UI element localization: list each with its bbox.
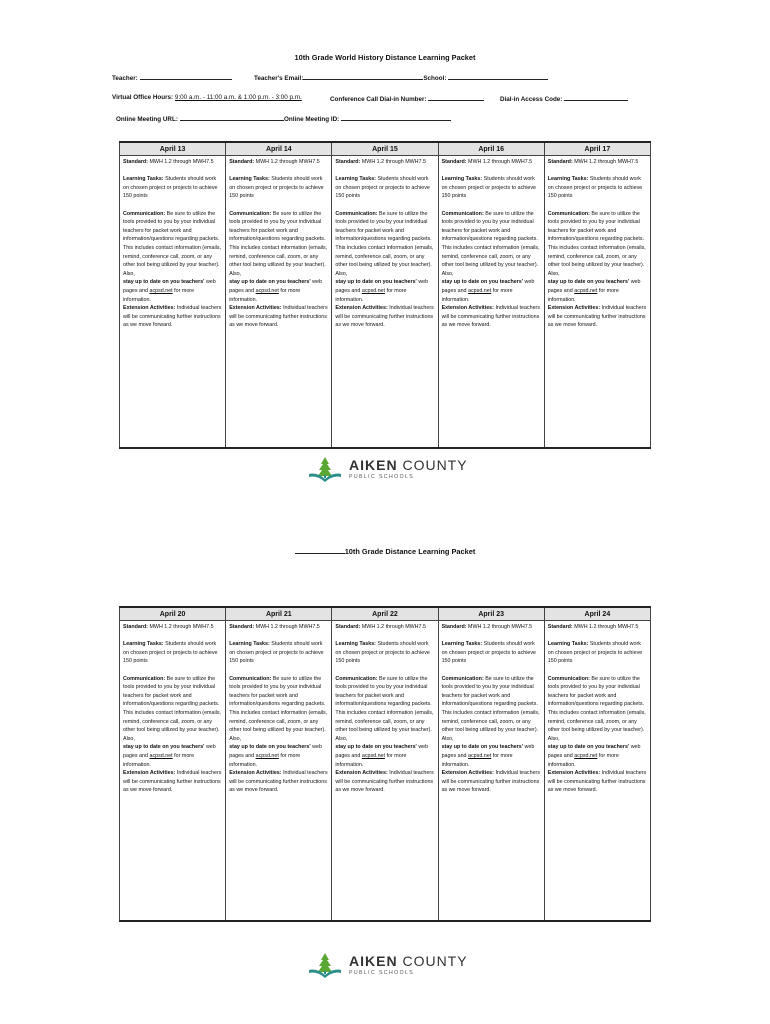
day-cell [332, 621, 438, 922]
day-header: April 15 [332, 142, 438, 156]
contact-info: This includes contact information (emails, remind, conference call, zoom, or any other tool being utilized by your teacher). Also, [229, 709, 328, 742]
week1-header-row [120, 142, 651, 156]
day-header: April 23 [438, 607, 544, 621]
extension-activities: Extension Activities: Individual teachers will be communicating further instructions as we move forward. [547, 770, 647, 794]
meeting-id-field[interactable] [341, 114, 451, 121]
web-pages: stay up to date on you teachers' web pages and acpsd.net for more information. [441, 744, 535, 768]
day-header: April 24 [544, 607, 650, 621]
standard: Standard: MWH 1.2 through MWH7.5 [547, 624, 639, 630]
teacher-email-line [254, 73, 548, 82]
communication: Communication: Be sure to utilize the tools provided to you by your individual teachers for packet work and information/questions regarding packets. [547, 210, 644, 243]
day-cell [544, 621, 650, 922]
meeting-id-label: Online Meeting ID: [284, 116, 340, 123]
logo-name: AIKEN COUNTY [349, 953, 468, 969]
communication: Communication: Be sure to utilize the tools provided to you by your individual teachers for packet work and information/questions regarding packets. [441, 210, 538, 243]
teacher-field[interactable] [140, 73, 232, 80]
acpsd-link[interactable]: acpsd.net [255, 287, 279, 294]
packet2-title: 10th Grade Distance Learning Packet [0, 547, 770, 556]
office-hours-label: Virtual Office Hours: [112, 94, 174, 101]
communication: Communication: Be sure to utilize the tools provided to you by your individual teachers for packet work and information/questions regarding packets. [335, 675, 432, 708]
logo-text [349, 458, 468, 480]
communication: Communication: Be sure to utilize the tools provided to you by your individual teachers for packet work and information/questions regarding packets. [123, 210, 220, 243]
learning-tasks: Learning Tasks: Students should work on chosen project or projects to achieve 150 points [335, 641, 430, 665]
office-hours-value: 9:00 a.m. - 11:00 a.m. & 1:00 p.m. - 3:00 p.m. [174, 94, 302, 101]
extension-activities: Extension Activities: Individual teachers will be communicating further instructions as we move forward. [229, 770, 328, 794]
week2-body-row [120, 621, 651, 922]
web-pages: stay up to date on you teachers' web pages and acpsd.net for more information. [229, 279, 322, 303]
standard: Standard: MWH 1.2 through MWH7.5 [335, 159, 426, 165]
acpsd-link[interactable]: acpsd.net [149, 752, 173, 759]
meeting-id-line [284, 114, 451, 123]
communication: Communication: Be sure to utilize the tools provided to you by your individual teachers for packet work and information/questions regarding packets. [229, 675, 326, 708]
learning-tasks: Learning Tasks: Students should work on chosen project or projects to achieve 150 points [547, 641, 643, 665]
acpsd-link[interactable]: acpsd.net [574, 752, 598, 759]
contact-info: This includes contact information (emails, remind, conference call, zoom, or any other tool being utilized by your teacher). Also, [229, 244, 328, 277]
web-pages: stay up to date on you teachers' web pages and acpsd.net for more information. [547, 744, 641, 768]
day-header: April 14 [226, 142, 332, 156]
logo-name: AIKEN COUNTY [349, 457, 468, 473]
learning-tasks: Learning Tasks: Students should work on chosen project or projects to achieve 150 points [229, 641, 324, 665]
teacher-email-field[interactable] [303, 73, 423, 80]
access-code-field[interactable] [564, 94, 628, 101]
access-code-line [500, 94, 628, 103]
contact-info: This includes contact information (emails, remind, conference call, zoom, or any other tool being utilized by your teacher). Also, [441, 244, 540, 277]
extension-activities: Extension Activities: Individual teachers will be communicating further instructions as we move forward. [441, 770, 540, 794]
contact-info: This includes contact information (emails, remind, conference call, zoom, or any other tool being utilized by your teacher). Also, [335, 709, 434, 742]
day-header: April 20 [120, 607, 226, 621]
standard: Standard: MWH 1.2 through MWH7.5 [335, 624, 426, 630]
dial-in-line [330, 94, 484, 103]
web-pages: stay up to date on you teachers' web pages and acpsd.net for more information. [335, 279, 429, 303]
contact-info: This includes contact information (emails, remind, conference call, zoom, or any other tool being utilized by your teacher). Also, [123, 244, 222, 277]
web-pages: stay up to date on you teachers' web pages and acpsd.net for more information. [441, 279, 535, 303]
learning-tasks: Learning Tasks: Students should work on chosen project or projects to achieve 150 points [123, 176, 218, 200]
extension-activities: Extension Activities: Individual teachers will be communicating further instructions as we move forward. [123, 770, 222, 794]
standard: Standard: MWH 1.2 through MWH7.5 [547, 159, 639, 165]
extension-activities: Extension Activities: Individual teachers will be communicating further instructions as we move forward. [335, 305, 434, 329]
aiken-county-logo [307, 951, 468, 979]
extension-activities: Extension Activities: Individual teachers will be communicating further instructions as we move forward. [335, 770, 434, 794]
contact-info: This includes contact information (emails, remind, conference call, zoom, or any other tool being utilized by your teacher). Also, [335, 244, 434, 277]
logo-subtitle: PUBLIC SCHOOLS [349, 970, 415, 976]
acpsd-link[interactable]: acpsd.net [149, 287, 173, 294]
acpsd-link[interactable]: acpsd.net [468, 287, 492, 294]
communication: Communication: Be sure to utilize the tools provided to you by your individual teachers for packet work and information/questions regarding packets. [441, 675, 538, 708]
school-label: School: [423, 75, 447, 82]
week2-schedule-table [119, 606, 651, 922]
contact-info: This includes contact information (emails, remind, conference call, zoom, or any other tool being utilized by your teacher). Also, [123, 709, 222, 742]
standard: Standard: MWH 1.2 through MWH7.5 [123, 624, 214, 630]
acpsd-link[interactable]: acpsd.net [361, 752, 386, 759]
day-header: April 22 [332, 607, 438, 621]
acpsd-link[interactable]: acpsd.net [574, 287, 598, 294]
dial-in-field[interactable] [428, 94, 484, 101]
meeting-url-line [116, 114, 284, 123]
day-cell [332, 156, 438, 449]
acpsd-link[interactable]: acpsd.net [468, 752, 492, 759]
learning-tasks: Learning Tasks: Students should work on chosen project or projects to achieve 150 points [123, 641, 218, 665]
standard: Standard: MWH 1.2 through MWH7.5 [229, 159, 320, 165]
logo-subtitle: PUBLIC SCHOOLS [349, 474, 415, 480]
standard: Standard: MWH 1.2 through MWH7.5 [441, 159, 533, 165]
acpsd-link[interactable]: acpsd.net [361, 287, 386, 294]
communication: Communication: Be sure to utilize the tools provided to you by your individual teachers for packet work and information/questions regarding packets. [335, 210, 432, 243]
learning-tasks: Learning Tasks: Students should work on chosen project or projects to achieve 150 points [441, 641, 537, 665]
day-cell [438, 621, 544, 922]
day-header: April 13 [120, 142, 226, 156]
packet2-title-underline [295, 547, 345, 554]
acpsd-link[interactable]: acpsd.net [255, 752, 279, 759]
contact-info: This includes contact information (emails, remind, conference call, zoom, or any other tool being utilized by your teacher). Also, [441, 709, 540, 742]
communication: Communication: Be sure to utilize the tools provided to you by your individual teachers for packet work and information/questions regarding packets. [547, 675, 644, 708]
day-header: April 17 [544, 142, 650, 156]
day-cell [438, 156, 544, 449]
communication: Communication: Be sure to utilize the tools provided to you by your individual teachers for packet work and information/questions regarding packets. [123, 675, 220, 708]
office-hours-line [112, 94, 302, 101]
day-header: April 21 [226, 607, 332, 621]
school-field[interactable] [448, 73, 548, 80]
meeting-url-label: Online Meeting URL: [116, 116, 178, 123]
communication: Communication: Be sure to utilize the tools provided to you by your individual teachers for packet work and information/questions regarding packets. [229, 210, 326, 243]
learning-tasks: Learning Tasks: Students should work on chosen project or projects to achieve 150 points [229, 176, 324, 200]
teacher-email-label: Teacher's Email: [254, 75, 304, 82]
learning-tasks: Learning Tasks: Students should work on chosen project or projects to achieve 150 points [441, 176, 537, 200]
packet1-title: 10th Grade World History Distance Learning Packet [294, 53, 476, 62]
teacher-label: Teacher: [112, 75, 138, 82]
day-cell [544, 156, 650, 449]
contact-info: This includes contact information (emails, remind, conference call, zoom, or any other tool being utilized by your teacher). Also, [547, 244, 646, 277]
contact-info: This includes contact information (emails, remind, conference call, zoom, or any other tool being utilized by your teacher). Also, [547, 709, 646, 742]
day-header: April 16 [438, 142, 544, 156]
aiken-county-book-tree-icon [307, 951, 343, 979]
learning-tasks: Learning Tasks: Students should work on chosen project or projects to achieve 150 points [335, 176, 430, 200]
day-cell [226, 621, 332, 922]
aiken-county-logo [307, 455, 468, 483]
week1-schedule-table [119, 141, 651, 449]
standard: Standard: MWH 1.2 through MWH7.5 [441, 624, 533, 630]
logo-text [349, 954, 468, 976]
web-pages: stay up to date on you teachers' web pages and acpsd.net for more information. [123, 744, 216, 768]
extension-activities: Extension Activities: Individual teachers will be communicating further instructions as we move forward. [547, 305, 647, 329]
day-cell [120, 621, 226, 922]
web-pages: stay up to date on you teachers' web pages and acpsd.net for more information. [335, 744, 429, 768]
extension-activities: Extension Activities: Individual teachers will be communicating further instructions as we move forward. [123, 305, 222, 329]
meeting-url-field[interactable] [180, 114, 284, 121]
day-cell [226, 156, 332, 449]
extension-activities: Extension Activities: Individual teachers will be communicating further instructions as we move forward. [229, 305, 328, 329]
extension-activities: Extension Activities: Individual teachers will be communicating further instructions as we move forward. [441, 305, 540, 329]
web-pages: stay up to date on you teachers' web pages and acpsd.net for more information. [123, 279, 216, 303]
standard: Standard: MWH 1.2 through MWH7.5 [123, 159, 214, 165]
dial-in-label: Conference Call Dial-in Number: [330, 96, 427, 103]
web-pages: stay up to date on you teachers' web pages and acpsd.net for more information. [229, 744, 322, 768]
web-pages: stay up to date on you teachers' web pages and acpsd.net for more information. [547, 279, 641, 303]
teacher-line [112, 73, 232, 82]
access-code-label: Dial-in Access Code: [500, 96, 563, 103]
week2-header-row [120, 607, 651, 621]
aiken-county-book-tree-icon [307, 455, 343, 483]
day-cell [120, 156, 226, 449]
week1-body-row [120, 156, 651, 449]
learning-tasks: Learning Tasks: Students should work on chosen project or projects to achieve 150 points [547, 176, 643, 200]
standard: Standard: MWH 1.2 through MWH7.5 [229, 624, 320, 630]
